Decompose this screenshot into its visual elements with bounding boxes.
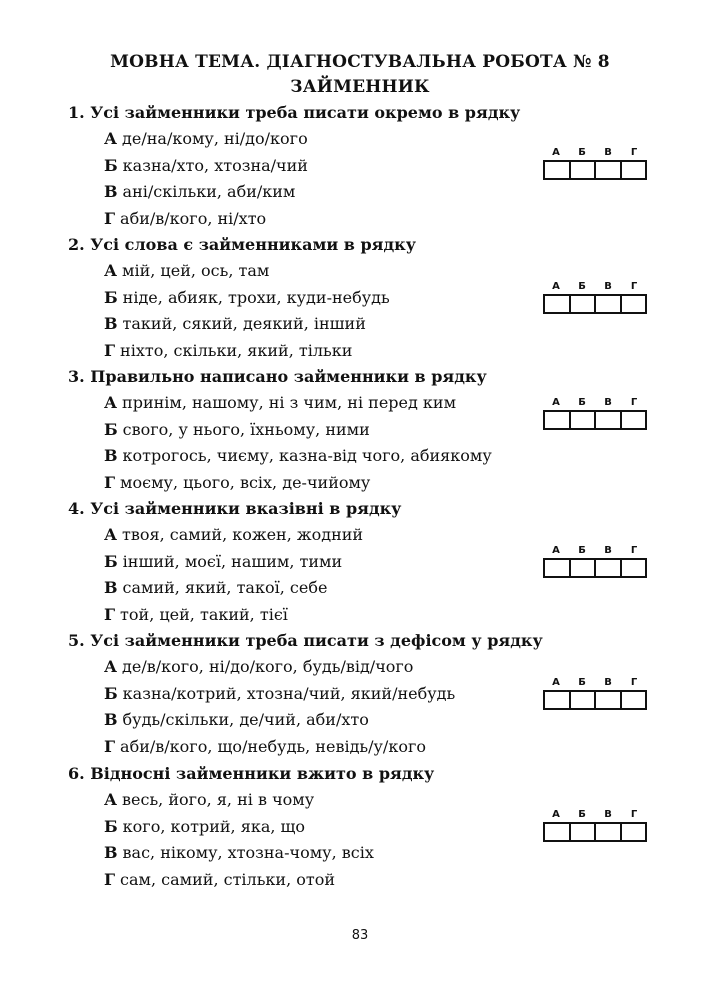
option-text: кого, котрий, яка, що bbox=[122, 816, 306, 836]
answer-grid-letters bbox=[543, 808, 647, 822]
answer-box[interactable] bbox=[622, 412, 646, 428]
answer-box[interactable] bbox=[622, 162, 646, 178]
answer-grid bbox=[543, 676, 647, 710]
option-letter: А bbox=[104, 393, 118, 412]
answer-grid-boxes bbox=[543, 294, 647, 314]
option-letter: Б bbox=[104, 816, 118, 836]
answer-grid bbox=[543, 146, 647, 180]
option-text: вас, нікому, хтозна-чому, всіх bbox=[122, 843, 374, 862]
answer-grid bbox=[543, 396, 647, 430]
option-text: свого, у нього, їхньому, ними bbox=[122, 419, 370, 439]
answer-grid-letter: В bbox=[604, 677, 612, 688]
answer-box[interactable] bbox=[596, 560, 622, 576]
answer-option bbox=[68, 654, 588, 681]
answer-option bbox=[68, 522, 588, 549]
answer-grid-letter: А bbox=[552, 677, 560, 688]
answer-option bbox=[68, 126, 588, 153]
page-number: 83 bbox=[351, 928, 369, 943]
answer-grid-letters bbox=[543, 146, 647, 160]
option-text: де/на/кому, ні/до/кого bbox=[122, 129, 308, 148]
answer-grid bbox=[543, 808, 647, 842]
option-letter: А bbox=[104, 129, 118, 148]
answer-option bbox=[68, 285, 588, 312]
option-text: аби/в/кого, ні/хто bbox=[120, 208, 267, 228]
answer-option bbox=[68, 549, 588, 576]
option-text: такий, сякий, деякий, інший bbox=[122, 314, 366, 333]
answer-box[interactable] bbox=[571, 824, 597, 840]
option-letter: А bbox=[104, 657, 118, 676]
answer-option bbox=[68, 470, 588, 497]
question-block bbox=[68, 761, 588, 893]
option-letter: Б bbox=[104, 419, 118, 439]
answer-grid-letter: Б bbox=[578, 545, 586, 556]
answer-box[interactable] bbox=[622, 824, 646, 840]
answer-grid-letter: В bbox=[604, 397, 612, 408]
option-text: ані/скільки, аби/ким bbox=[122, 182, 296, 201]
option-letter: Г bbox=[104, 472, 116, 492]
answer-box[interactable] bbox=[596, 296, 622, 312]
answer-grid-letters bbox=[543, 280, 647, 294]
question-block bbox=[68, 232, 588, 364]
answer-grid-letter: В bbox=[604, 147, 612, 158]
answer-grid-letter: А bbox=[552, 281, 560, 292]
answer-box[interactable] bbox=[596, 412, 622, 428]
answer-box[interactable] bbox=[622, 560, 646, 576]
page-title: МОВНА ТЕМА. ДІАГНОСТУВАЛЬНА РОБОТА № 8 bbox=[110, 52, 610, 72]
option-text: аби/в/кого, що/небудь, невідь/у/кого bbox=[120, 736, 426, 756]
answer-grid-letter: Г bbox=[630, 677, 638, 688]
answer-grid-letter: Г bbox=[630, 397, 638, 408]
option-letter: Б bbox=[104, 287, 118, 307]
answer-grid-letter: В bbox=[604, 809, 612, 820]
answer-grid-letter: Б bbox=[578, 397, 586, 408]
answer-option bbox=[68, 681, 588, 708]
answer-box[interactable] bbox=[545, 162, 571, 178]
answer-option bbox=[68, 602, 588, 629]
option-letter: В bbox=[104, 843, 118, 862]
question-heading: 6. Відносні займенники вжито в рядку bbox=[68, 764, 435, 783]
answer-box[interactable] bbox=[596, 162, 622, 178]
answer-option bbox=[68, 707, 588, 734]
option-letter: Г bbox=[104, 208, 116, 228]
answer-grid-letter: Г bbox=[630, 147, 638, 158]
option-letter: В bbox=[104, 710, 118, 729]
answer-grid-letter: Б bbox=[578, 809, 586, 820]
question-heading: 4. Усі займенники вказівні в рядку bbox=[68, 499, 402, 518]
answer-grid-boxes bbox=[543, 160, 647, 180]
answer-option bbox=[68, 787, 588, 814]
option-text: твоя, самий, кожен, жодний bbox=[122, 525, 364, 544]
answer-box[interactable] bbox=[545, 296, 571, 312]
answer-grid-boxes bbox=[543, 822, 647, 842]
option-letter: В bbox=[104, 578, 118, 597]
option-text: інший, моєї, нашим, тими bbox=[122, 551, 343, 571]
option-letter: В bbox=[104, 446, 118, 465]
option-text: ніхто, скільки, який, тільки bbox=[120, 340, 353, 360]
answer-option bbox=[68, 575, 588, 602]
answer-grid-letter: А bbox=[552, 397, 560, 408]
answer-grid-letter: Б bbox=[578, 281, 586, 292]
option-letter: Г bbox=[104, 604, 116, 624]
answer-box[interactable] bbox=[571, 692, 597, 708]
answer-grid-letters bbox=[543, 544, 647, 558]
option-letter: Г bbox=[104, 340, 116, 360]
answer-box[interactable] bbox=[596, 692, 622, 708]
answer-grid-letter: Г bbox=[630, 545, 638, 556]
option-letter: Б bbox=[104, 155, 118, 175]
option-text: самий, який, такої, себе bbox=[122, 578, 328, 597]
option-text: моєму, цього, всіх, де-чийому bbox=[120, 472, 371, 492]
answer-option bbox=[68, 814, 588, 841]
question-block bbox=[68, 628, 588, 760]
question-block bbox=[68, 364, 588, 496]
option-letter: Б bbox=[104, 683, 118, 703]
option-text: весь, його, я, ні в чому bbox=[122, 790, 315, 809]
question-heading: 3. Правильно написано займенники в рядку bbox=[68, 367, 487, 386]
question-block bbox=[68, 496, 588, 628]
answer-option bbox=[68, 338, 588, 365]
option-text: сам, самий, стільки, отой bbox=[120, 869, 336, 889]
option-text: той, цей, такий, тієї bbox=[120, 604, 288, 624]
option-letter: Г bbox=[104, 736, 116, 756]
answer-option bbox=[68, 179, 588, 206]
answer-box[interactable] bbox=[571, 296, 597, 312]
answer-grid-boxes bbox=[543, 410, 647, 430]
answer-grid-letter: Б bbox=[578, 677, 586, 688]
answer-option bbox=[68, 153, 588, 180]
question-heading: 2. Усі слова є займенниками в рядку bbox=[68, 235, 416, 254]
answer-option bbox=[68, 867, 588, 894]
answer-grid-letter: А bbox=[552, 545, 560, 556]
question-block bbox=[68, 100, 588, 232]
option-text: принім, нашому, ні з чим, ні перед ким bbox=[122, 393, 457, 412]
option-text: казна/котрий, хтозна/чий, який/небудь bbox=[122, 683, 456, 703]
answer-box[interactable] bbox=[622, 692, 646, 708]
answer-box[interactable] bbox=[545, 412, 571, 428]
answer-grid-letters bbox=[543, 676, 647, 690]
answer-grid-letter: А bbox=[552, 147, 560, 158]
option-text: ніде, абияк, трохи, куди-небудь bbox=[122, 287, 390, 307]
option-letter: В bbox=[104, 182, 118, 201]
answer-box[interactable] bbox=[545, 824, 571, 840]
answer-box[interactable] bbox=[545, 560, 571, 576]
answer-option bbox=[68, 390, 588, 417]
answer-box[interactable] bbox=[571, 162, 597, 178]
answer-grid bbox=[543, 544, 647, 578]
answer-option bbox=[68, 417, 588, 444]
answer-grid-letter: В bbox=[604, 545, 612, 556]
question-heading: 1. Усі займенники треба писати окремо в рядку bbox=[68, 103, 521, 122]
answer-option bbox=[68, 443, 588, 470]
option-text: мій, цей, ось, там bbox=[122, 261, 270, 280]
answer-box[interactable] bbox=[545, 692, 571, 708]
answer-box[interactable] bbox=[571, 412, 597, 428]
option-letter: Б bbox=[104, 551, 118, 571]
option-letter: А bbox=[104, 261, 118, 280]
option-letter: Г bbox=[104, 869, 116, 889]
answer-grid-boxes bbox=[543, 558, 647, 578]
option-text: будь/скільки, де/чий, аби/хто bbox=[122, 710, 369, 729]
page-subtitle: ЗАЙМЕННИК bbox=[290, 77, 430, 97]
answer-option bbox=[68, 258, 588, 285]
answer-option bbox=[68, 311, 588, 338]
answer-grid-boxes bbox=[543, 690, 647, 710]
option-letter: В bbox=[104, 314, 118, 333]
answer-box[interactable] bbox=[571, 560, 597, 576]
option-text: котрогось, чиєму, казна-від чого, абиякому bbox=[122, 446, 492, 465]
answer-grid-letter: Г bbox=[630, 281, 638, 292]
answer-option bbox=[68, 734, 588, 761]
option-text: де/в/кого, ні/до/кого, будь/від/чого bbox=[122, 657, 414, 676]
option-letter: А bbox=[104, 525, 118, 544]
question-heading: 5. Усі займенники треба писати з дефісом у рядку bbox=[68, 631, 543, 650]
option-letter: А bbox=[104, 790, 118, 809]
answer-box[interactable] bbox=[622, 296, 646, 312]
answer-box[interactable] bbox=[596, 824, 622, 840]
option-text: казна/хто, хтозна/чий bbox=[122, 155, 308, 175]
answer-grid-letter: А bbox=[552, 809, 560, 820]
answer-grid-letter: Г bbox=[630, 809, 638, 820]
answer-grid-letter: Б bbox=[578, 147, 586, 158]
answer-grid-letter: В bbox=[604, 281, 612, 292]
answer-grid bbox=[543, 280, 647, 314]
answer-option bbox=[68, 206, 588, 233]
answer-option bbox=[68, 840, 588, 867]
answer-grid-letters bbox=[543, 396, 647, 410]
